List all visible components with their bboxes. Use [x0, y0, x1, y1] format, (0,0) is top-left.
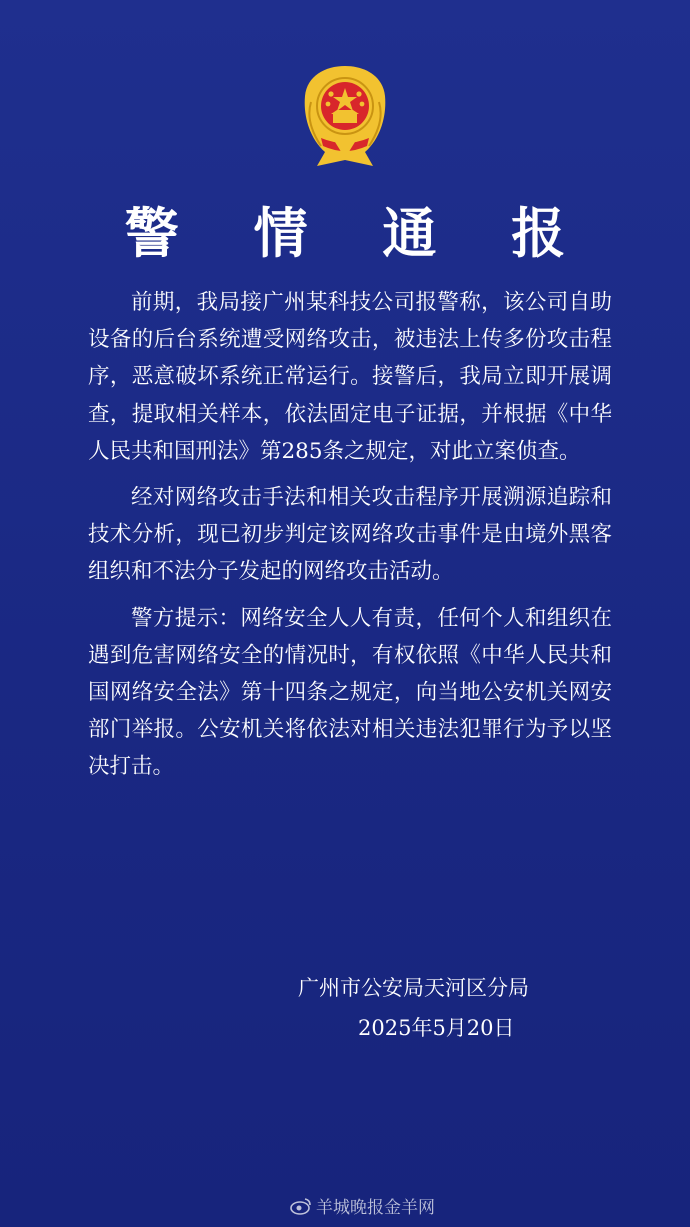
notice-title: 警 情 通 报	[124, 202, 594, 265]
signature-block	[298, 968, 598, 1048]
issue-date: 2025年5月20日	[358, 1016, 515, 1040]
police-emblem-icon	[295, 62, 395, 170]
paragraph-analysis: 经对网络攻击手法和相关攻击程序开展溯源追踪和技术分析，现已初步判定该网络攻击事件是由境外黑客组织和不法分子发起的网络攻击活动。	[88, 485, 612, 585]
paragraph-warning: 警方提示：网络安全人人有责，任何个人和组织在遇到危害网络安全的情况时，有权依照《中华人民共和国网络安全法》第十四条之规定，向当地公安机关网安部门举报。公安机关将依法对相关违法犯罪行为予以坚决打击。	[88, 605, 612, 780]
weibo-icon	[290, 1197, 312, 1215]
police-emblem	[295, 62, 395, 170]
notice-body	[88, 284, 612, 795]
watermark	[290, 1193, 435, 1218]
issuer-name: 广州市公安局天河区分局	[298, 976, 529, 1000]
watermark-text: 羊城晚报金羊网	[316, 1198, 435, 1218]
paragraph-report: 前期，我局接广州某科技公司报警称，该公司自助设备的后台系统遭受网络攻击，被违法上传多份攻击程序，恶意破坏系统正常运行。接警后，我局立即开展调查，提取相关样本，依法固定电子证据，并根据《中华人民共和国刑法》第285条之规定，对此立案侦查。	[88, 290, 612, 464]
